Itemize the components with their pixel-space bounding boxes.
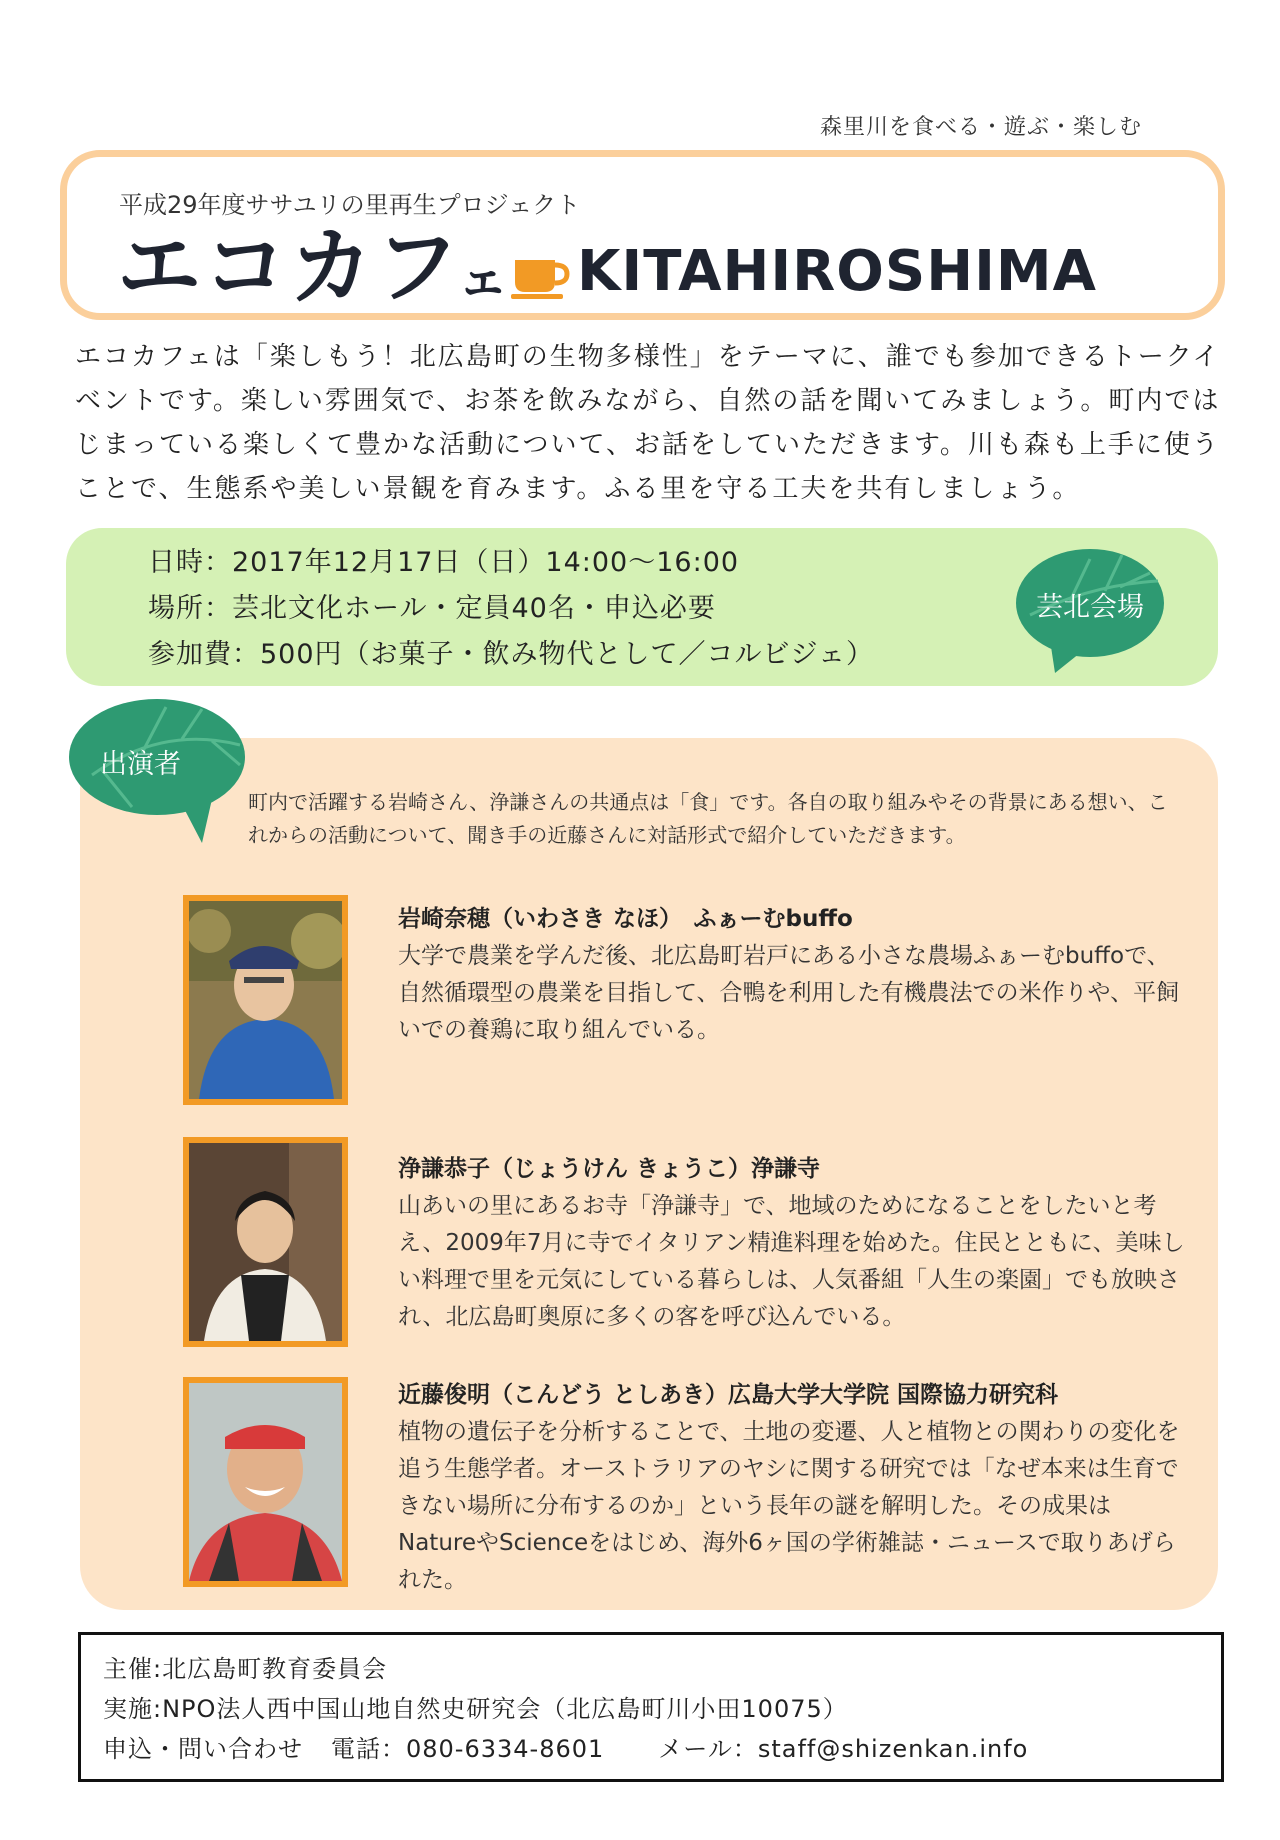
performer-bio [398, 900, 1188, 1049]
performer-bio [398, 1376, 1188, 1599]
event-place: 場所：芸北文化ホール・定員40名・申込必要 [148, 593, 716, 624]
performer-photo [183, 1137, 348, 1347]
project-subtitle: 平成29年度ササユリの里再生プロジェクト [119, 191, 581, 219]
performer-description: 山あいの里にあるお寺「浄謙寺」で、地域のためになることをしたいと考え、2009年7月に寺でイタリアン精進料理を始めた。住民とともに、美味しい料理で里を元気にしている暮らしは、人気番組「人生の楽園」でも放映され、北広島町奥原に多くの客を呼び込んでいる。 [398, 1193, 1185, 1330]
performers-intro: 町内で活躍する岩崎さん、浄謙さんの共通点は「食」です。各自の取り組みやその背景にある想い、これからの活動について、聞き手の近藤さんに対話形式で紹介していただきます。 [248, 790, 1168, 847]
contact-phone: 電話：080-6334-8601 [331, 1735, 605, 1763]
footer-box [78, 1632, 1224, 1782]
event-title-small-e: ェ [457, 249, 510, 309]
contact-label: 申込・問い合わせ [103, 1735, 303, 1763]
contact-line [103, 1729, 1028, 1764]
coffee-cup-icon [511, 223, 573, 319]
organizer: 主催:北広島町教育委員会 [103, 1655, 388, 1683]
performer-photo [183, 895, 348, 1105]
contact-email: メール：staff@shizenkan.info [658, 1735, 1029, 1763]
event-title [117, 219, 1097, 327]
implementer: 実施:NPO法人西中国山地自然史研究会（北広島町川小田10075） [103, 1695, 848, 1723]
performer-description: 植物の遺伝子を分析することで、土地の変遷、人と植物との関わりの変化を追う生態学者。オーストラリアのヤシに関する研究では「なぜ本来は生育できない場所に分布するのか」という長年の謎を解明した。その成果はNatureやScienceをはじめ、海外6ヶ国の学術雑誌・ニュースで取りあげられた。 [398, 1419, 1180, 1593]
event-fee: 参加費：500円（お菓子・飲み物代として／コルビジェ） [148, 639, 874, 670]
event-title-latin: KITAHIROSHIMA [577, 239, 1097, 304]
performer-photo [183, 1377, 348, 1587]
event-datetime: 日時：2017年12月17日（日）14:00〜16:00 [148, 547, 740, 578]
performer-bio [398, 1150, 1188, 1336]
performer-description: 大学で農業を学んだ後、北広島町岩戸にある小さな農場ふぁーむbuffoで、自然循環型の農業を目指して、合鴨を利用した有機農法での米作りや、平飼いでの養鶏に取り組んでいる。 [398, 943, 1180, 1043]
title-box [60, 150, 1225, 320]
venue-label: 芸北会場 [1036, 592, 1144, 623]
performer-name: 近藤俊明（こんどう としあき）広島大学大学院 国際協力研究科 [398, 1382, 1059, 1408]
performer-name: 浄謙恭子（じょうけん きょうこ）浄謙寺 [398, 1156, 821, 1182]
event-title-main: エコカフ [117, 218, 462, 316]
performer-name: 岩崎奈穂（いわさき なほ） ふぁーむbuffo [398, 906, 853, 932]
performers-label: 出演者 [100, 749, 181, 780]
tagline: 森里川を食べる・遊ぶ・楽しむ [820, 115, 1143, 140]
intro-paragraph: エコカフェは「楽しもう！北広島町の生物多様性」をテーマに、誰でも参加できるトークイベントです。楽しい雰囲気で、お茶を飲みながら、自然の話を聞いてみましょう。町内ではじまっている楽しくて豊かな活動について、お話をしていただきます。川も森も上手に使うことで、生態系や美しい景観を育みます。ふる里を守る工夫を共有しましょう。 [75, 342, 1221, 504]
